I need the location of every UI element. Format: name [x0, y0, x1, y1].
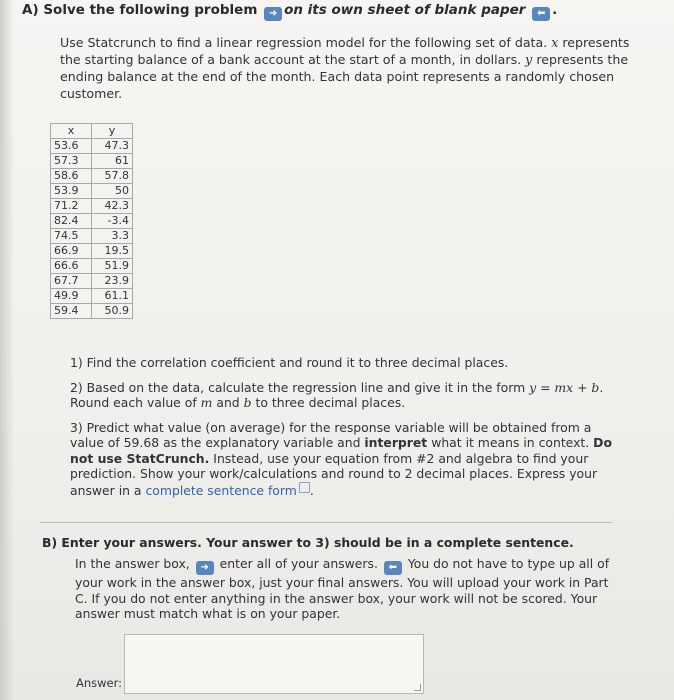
question-3-text: 3) Predict what value (on average) for the response variable will be obtained from a value of 59.68 as the explanatory variable and — [70, 419, 592, 450]
intro-text-3: represents the ending balance at the end of the month. Each data point represents a randomly chosen customer. — [60, 52, 629, 101]
complete-sentence-link[interactable]: complete sentence form — [145, 482, 297, 498]
cell-x: 66.6 — [51, 259, 92, 274]
question-2-and: and — [216, 395, 240, 410]
heading-period: . — [552, 2, 558, 18]
table-row — [51, 274, 133, 289]
var-m: m — [200, 395, 213, 410]
cell-y: 51.9 — [92, 259, 133, 274]
question-3 — [70, 420, 618, 499]
intro-var-x: x — [551, 35, 559, 50]
section-divider — [40, 522, 612, 523]
resize-handle[interactable] — [414, 684, 421, 691]
cell-x: 59.4 — [51, 304, 92, 319]
cell-x: 53.6 — [51, 139, 92, 154]
table-row — [51, 154, 133, 169]
section-a-heading — [22, 2, 557, 21]
answer-input[interactable] — [124, 634, 424, 694]
question-1-text: 1) Find the correlation coefficient and round it to three decimal places. — [70, 355, 509, 370]
var-b: b — [243, 395, 252, 410]
table-row — [51, 304, 133, 319]
table-row — [51, 244, 133, 259]
cell-x: 53.9 — [51, 184, 92, 199]
heading-emphasis: on its own sheet of blank paper — [284, 2, 526, 18]
cell-x: 82.4 — [51, 214, 92, 229]
table-header-row — [51, 124, 133, 139]
heading-text: A) Solve the following problem — [22, 2, 258, 18]
table-row — [51, 289, 133, 304]
cell-x: 49.9 — [51, 289, 92, 304]
table-row — [51, 229, 133, 244]
cell-y: 42.3 — [92, 199, 133, 214]
arrow-left-icon: ⬅ — [532, 7, 550, 21]
question-2 — [70, 380, 618, 411]
table-row — [51, 169, 133, 184]
cell-x: 71.2 — [51, 199, 92, 214]
table-row — [51, 259, 133, 274]
no-statcrunch-bold: Do not use StatCrunch. — [70, 435, 612, 466]
cell-y: -3.4 — [92, 214, 133, 229]
section-b-heading: B) Enter your answers. Your answer to 3) should be in a complete sentence. — [42, 535, 574, 550]
question-3-period: . — [309, 482, 314, 498]
arrow-right-icon: ➜ — [196, 561, 214, 575]
intro-var-y: y — [525, 52, 533, 67]
arrow-right-icon: ➜ — [264, 7, 282, 21]
table-row — [51, 139, 133, 154]
intro-text-2: represents the starting balance of a bank account at the start of a month, in dollars. — [60, 35, 630, 67]
instructions-text-2: enter all of your answers. — [219, 556, 378, 571]
instructions-text-3: You do not have to type up all of your work in the answer box, just your final answers. You will upload your work in Part C. If you do not enter anything in the answer box, your work will not be scored. Your answer must match what is on your paper. — [75, 556, 610, 621]
question-2-mid: . Round each value of — [70, 379, 604, 410]
cell-x: 57.3 — [51, 154, 92, 169]
intro-text-1: Use Statcrunch to find a linear regression model for the following set of data. — [60, 35, 548, 50]
instructions-text-1: In the answer box, — [75, 556, 190, 571]
regression-formula: y = mx + b — [529, 379, 600, 395]
arrow-left-icon: ⬅ — [384, 561, 402, 575]
cell-y: 61.1 — [92, 289, 133, 304]
cell-x: 67.7 — [51, 274, 92, 289]
cell-y: 57.8 — [92, 169, 133, 184]
cell-y: 47.3 — [92, 139, 133, 154]
question-3-end: Instead, use your equation from #2 and algebra to find your prediction. Show your work/calculations and round to 2 decimal places. Express your answer in a — [70, 450, 598, 498]
table-row — [51, 184, 133, 199]
cell-y: 61 — [92, 154, 133, 169]
interpret-bold: interpret — [364, 435, 428, 450]
question-1 — [70, 355, 618, 371]
data-table — [50, 123, 133, 319]
table-row — [51, 199, 133, 214]
problem-intro — [60, 34, 640, 102]
cell-y: 3.3 — [92, 229, 133, 244]
question-2-text: 2) Based on the data, calculate the regression line and give it in the form — [70, 379, 526, 395]
table-row — [51, 214, 133, 229]
cell-y: 50 — [92, 184, 133, 199]
cell-x: 58.6 — [51, 169, 92, 184]
question-list — [70, 355, 618, 507]
cell-y: 23.9 — [92, 274, 133, 289]
cell-x: 66.9 — [51, 244, 92, 259]
cell-y: 19.5 — [92, 244, 133, 259]
cell-x: 74.5 — [51, 229, 92, 244]
column-header-x: x — [51, 124, 92, 139]
question-2-end: to three decimal places. — [255, 395, 406, 410]
external-link-icon[interactable] — [299, 482, 310, 493]
answer-instructions — [75, 556, 615, 622]
answer-label: Answer: — [76, 676, 123, 690]
cell-y: 50.9 — [92, 304, 133, 319]
page-edge-shadow — [0, 0, 14, 700]
question-3-mid: what it means in context. — [431, 435, 590, 450]
column-header-y: y — [92, 124, 133, 139]
